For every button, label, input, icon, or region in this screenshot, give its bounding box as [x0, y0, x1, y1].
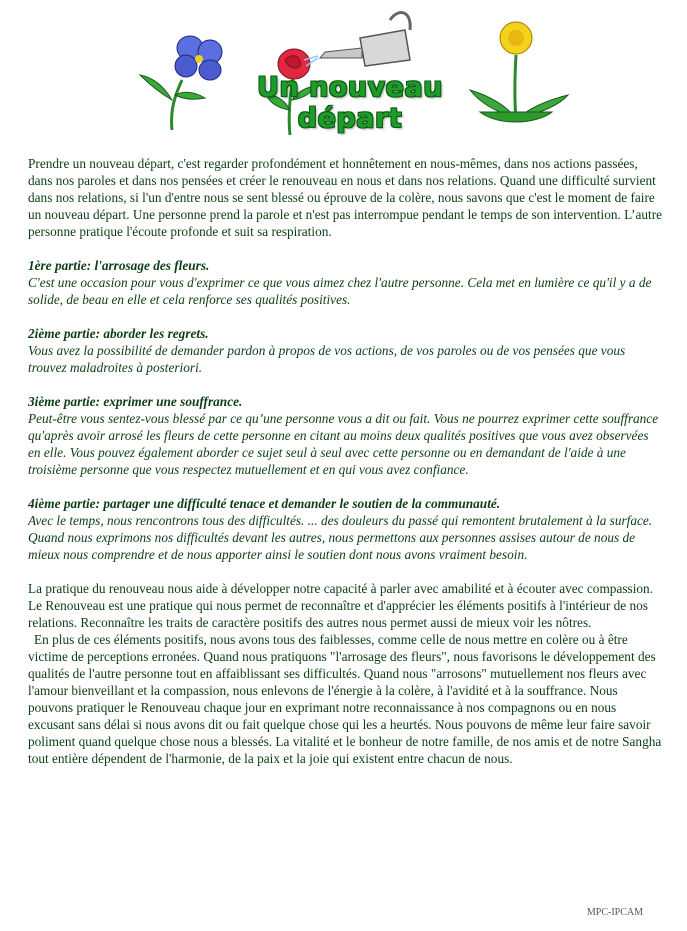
- intro-paragraph: Prendre un nouveau départ, c'est regarder profondément et honnêtement en nous-mêmes, dans nos actions passées, dans nos paroles et dans nos pensées et créer le renouveau en nous et dans nos relations. Quand une difficulté survient dans nos relations, si l'un d'entre nous se sent blessé ou éprouve de la colère, nous savons que c'est le moment de faire un nouveau départ. Une personne prend la parole et n'est pas interrompue pendant le temps de son intervention. L’autre personne pratique l'écoute profonde et suit sa respiration.: [28, 156, 663, 239]
- watering-can-icon: [304, 13, 410, 66]
- section-title: 2ième partie: aborder les regrets.: [28, 326, 209, 341]
- section-title: 3ième partie: exprimer une souffrance.: [28, 394, 243, 409]
- section-title: 4ième partie: partager une difficulté tenace et demander le soutien de la communauté.: [28, 496, 501, 511]
- conclusion-paragraph-1: La pratique du renouveau nous aide à développer notre capacité à parler avec amabilité et à écouter avec compassion. Le Renouveau est une pratique qui nous permet de reconnaître et d'apprécier les éléments positifs à l'intérieur de nos relations. Reconnaître les traits de caractère positifs des autres nous permet aussi de mieux voir les nôtres.: [28, 581, 654, 630]
- section-3: [28, 393, 663, 478]
- section-title: 1ère partie: l'arrosage des fleurs.: [28, 258, 210, 273]
- page-title: Un nouveau départ: [257, 72, 443, 134]
- section-body: Peut-être vous sentez-vous blessé par ce qu’une personne vous a dit ou fait. Vous ne pourrez exprimer cette souffrance qu'après avoir arrosé les fleurs de cette personne en citant au moins deux qualités positives que vous avez observées en elle. Vous pouvez également aborder ce sujet seul à seul avec cette personne ou en demandant de l'aide à une troisième personne que vous respectez mutuellement et en qui vous avez confiance.: [28, 411, 659, 477]
- section-2: [28, 325, 663, 376]
- section-4: [28, 495, 663, 563]
- section-body: Vous avez la possibilité de demander pardon à propos de vos actions, de vos paroles ou de vos pensées que vous trouvez maladroites à posteriori.: [28, 343, 626, 375]
- document-body: [28, 155, 663, 767]
- conclusion-paragraph-2: En plus de ces éléments positifs, nous avons tous des faiblesses, comme celle de nous mettre en colère ou à être victime de perceptions erronées. Quand nous pratiquons "l'arrosage des fleurs", nous favorisons le développement des qualités de l'autre personne tout en affaiblissant ses difficultés. Quand nous "arrosons" mutuellement nos fleurs avec l'amour bienveillant et la compassion, nous enlevons de l'énergie à la colère, à l'avidité et à la souffrance. Nous pouvons pratiquer le Renouveau chaque jour en exprimant notre reconnaissance à nos compagnons ou en nous excusant sans délai si nous avons dit ou fait quelque chose qui les a heurtés. Nous pouvons de même leur faire savoir poliment quand quelque chose nous a blessés. La vitalité et le bonheur de notre famille, de nos amis et de notre Sangha tout entière dépendent de l'harmonie, de la paix et la joie qui existent entre chacun de nous.: [28, 632, 662, 766]
- blue-pansy-icon: [140, 36, 222, 130]
- section-body: Avec le temps, nous rencontrons tous des difficultés. ... des douleurs du passé qui remontent brutalement à la surface. Quand nous exprimons nos difficultés devant les autres, nous permettons aux personnes assises autour de nous de mieux nous comprendre et de nous apporter ainsi le soutien dont nous avons vraiment besoin.: [28, 513, 653, 562]
- section-body: C'est une occasion pour vous d'exprimer ce que vous aimez chez l'autre personne. Cela met en lumière ce qu'il y a de solide, de beau en elle et cela renforce ses qualités positives.: [28, 275, 652, 307]
- footer-credit: MPC-IPCAM: [586, 907, 643, 918]
- section-1: [28, 257, 663, 308]
- header-illustration: [0, 0, 687, 140]
